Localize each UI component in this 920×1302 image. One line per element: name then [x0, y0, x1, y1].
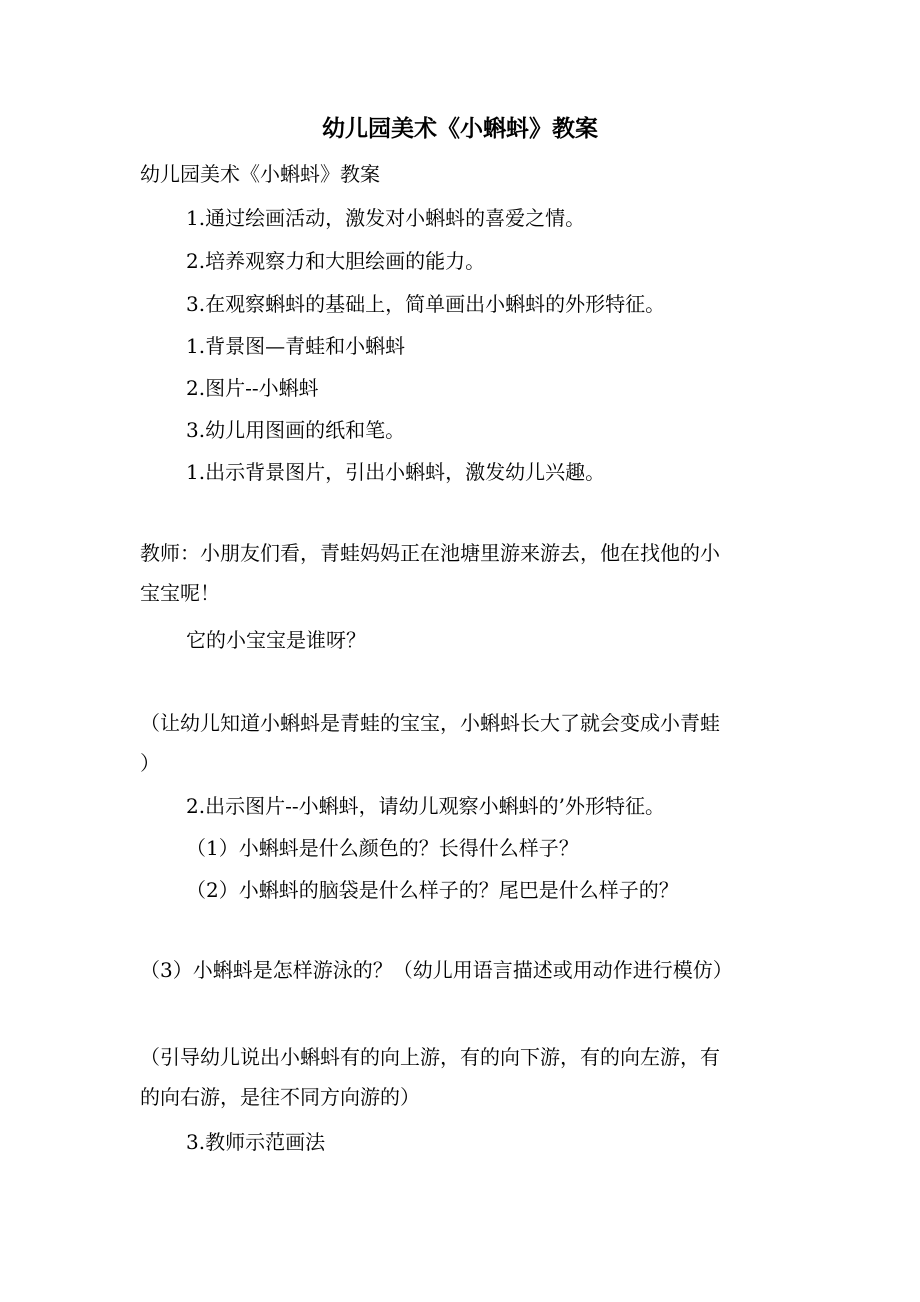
teacher-speech	[140, 533, 780, 613]
question-item: （2）小蝌蚪的脑袋是什么样子的？尾巴是什么样子的？	[186, 878, 679, 902]
note-1	[140, 703, 780, 783]
step-1: 1.出示背景图片，引出小蝌蚪，激发幼儿兴趣。	[186, 460, 606, 484]
goal-item: 1.通过绘画活动，激发对小蝌蚪的喜爱之情。	[186, 206, 586, 230]
step-2: 2.出示图片--小蝌蚪，请幼儿观察小蝌蚪的’外形特征。	[186, 794, 665, 818]
note-line: 的向右游，是往不同方向游的）	[140, 1085, 420, 1109]
teacher-speech-line: 教师：小朋友们看，青蛙妈妈正在池塘里游来游去，他在找他的小	[140, 541, 720, 565]
goal-item: 2.培养观察力和大胆绘画的能力。	[186, 249, 486, 273]
material-item: 2.图片--小蝌蚪	[186, 376, 319, 400]
question-item: （1）小蝌蚪是什么颜色的？长得什么样子？	[186, 836, 579, 860]
material-item: 3.幼儿用图画的纸和笔。	[186, 418, 406, 442]
note-line: （让幼儿知道小蝌蚪是青蛙的宝宝，小蝌蚪长大了就会变成小青蛙	[140, 711, 720, 735]
material-item: 1.背景图—青蛙和小蝌蚪	[186, 334, 406, 358]
goal-item: 3.在观察蝌蚪的基础上，简单画出小蝌蚪的外形特征。	[186, 292, 666, 316]
note-line: ）	[140, 751, 160, 775]
question-item-3: （3）小蝌蚪是怎样游泳的？（幼儿用语言描述或用动作进行模仿）	[140, 958, 733, 982]
note-2	[140, 1037, 780, 1117]
question-line: 它的小宝宝是谁呀？	[186, 628, 366, 652]
teacher-speech-line: 宝宝呢！	[140, 581, 220, 605]
step-3: 3.教师示范画法	[186, 1130, 326, 1154]
document-title: 幼儿园美术《小蝌蚪》教案	[322, 115, 598, 142]
note-line: （引导幼儿说出小蝌蚪有的向上游，有的向下游，有的向左游，有	[140, 1045, 720, 1069]
document-subtitle: 幼儿园美术《小蝌蚪》教案	[140, 162, 380, 186]
